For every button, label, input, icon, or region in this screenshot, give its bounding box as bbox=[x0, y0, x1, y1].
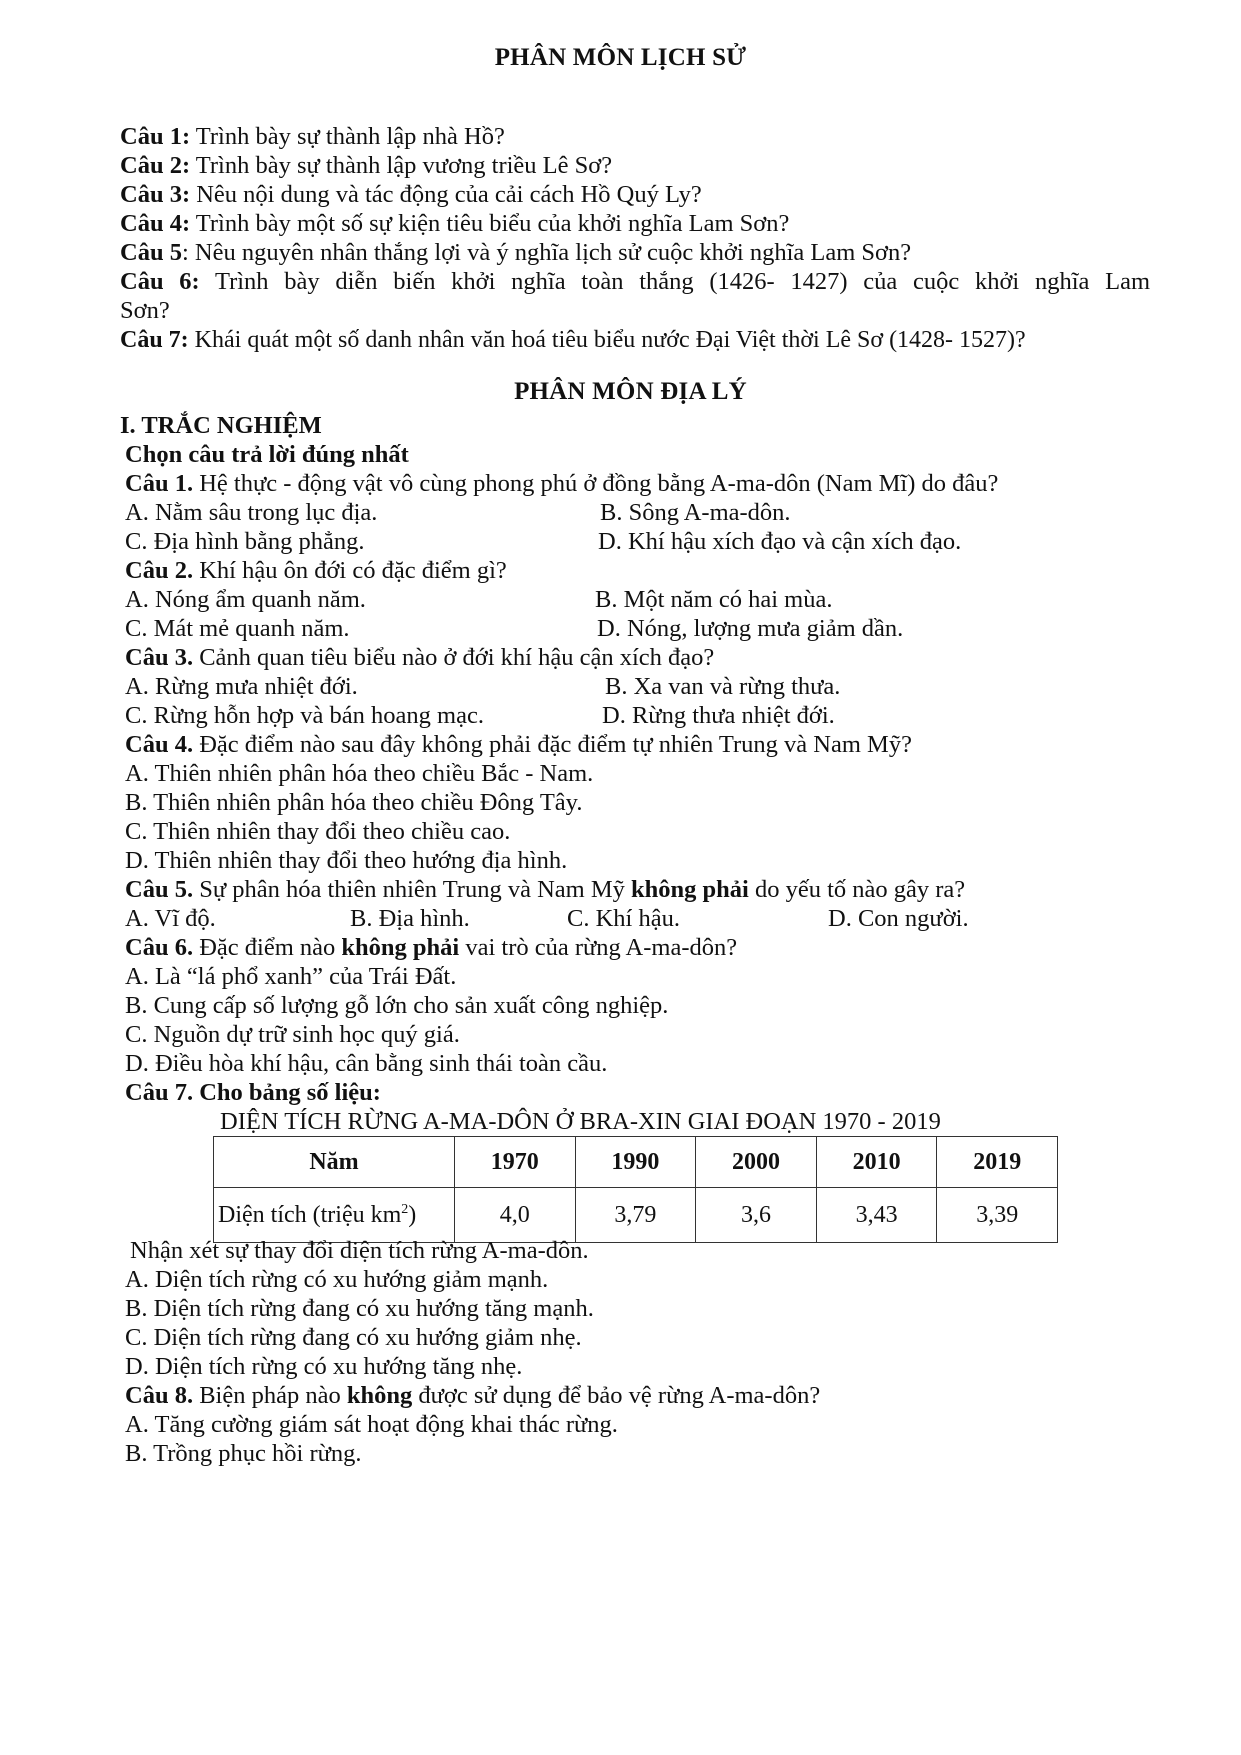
question-label: Câu 2: bbox=[120, 152, 191, 179]
q5-option-b: B. Địa hình. bbox=[350, 905, 470, 932]
q7-option-c: C. Diện tích rừng đang có xu hướng giảm nhẹ. bbox=[125, 1324, 582, 1351]
q4-option-a: A. Thiên nhiên phân hóa theo chiều Bắc - Nam. bbox=[125, 760, 594, 787]
question-label: Câu 3: bbox=[120, 181, 191, 208]
q3-option-b: B. Xa van và rừng thưa. bbox=[605, 673, 841, 700]
question-label: Câu 7: bbox=[120, 327, 189, 353]
q7-option-b: B. Diện tích rừng đang có xu hướng tăng mạnh. bbox=[125, 1295, 594, 1322]
q4-option-b: B. Thiên nhiên phân hóa theo chiều Đông Tây. bbox=[125, 789, 583, 816]
question-label: Câu 4. bbox=[125, 731, 194, 758]
q6-option-c: C. Nguồn dự trữ sinh học quý giá. bbox=[125, 1021, 460, 1048]
table-title: DIỆN TÍCH RỪNG A-MA-DÔN Ở BRA-XIN GIAI ĐOẠN 1970 - 2019 bbox=[220, 1108, 941, 1135]
q2-option-c: C. Mát mẻ quanh năm. bbox=[125, 615, 350, 642]
q7-option-a: A. Diện tích rừng có xu hướng giảm mạnh. bbox=[125, 1266, 549, 1293]
question-label: Câu 3. bbox=[125, 644, 194, 671]
row-label-text: ) bbox=[408, 1201, 417, 1228]
table-row-label bbox=[214, 1188, 455, 1243]
question-label: Câu 5 bbox=[120, 239, 182, 266]
table-cell: 4,0 bbox=[455, 1188, 576, 1243]
question-label: Câu 2. bbox=[125, 557, 194, 584]
question-label: Câu 4: bbox=[120, 210, 191, 237]
question-text: Sự phân hóa thiên nhiên Trung và Nam Mỹ bbox=[193, 876, 632, 903]
q1-option-c: C. Địa hình bằng phẳng. bbox=[125, 528, 365, 555]
question-text: Cảnh quan tiêu biểu nào ở đới khí hậu cận xích đạo? bbox=[193, 644, 715, 671]
q8-option-a: A. Tăng cường giám sát hoạt động khai thác rừng. bbox=[125, 1411, 618, 1438]
question-text: Biện pháp nào bbox=[193, 1382, 347, 1409]
table-header-cell: 1990 bbox=[575, 1137, 696, 1188]
q4-option-d: D. Thiên nhiên thay đổi theo hướng địa hình. bbox=[125, 847, 568, 874]
question-text: Nêu nội dung và tác động của cải cách Hồ Quý Ly? bbox=[190, 181, 702, 208]
table-row bbox=[214, 1188, 1058, 1243]
q3-option-d: D. Rừng thưa nhiệt đới. bbox=[602, 702, 835, 729]
question-emphasis: không bbox=[346, 1382, 413, 1409]
question-label: Câu 6. bbox=[125, 934, 194, 961]
question-label: Câu 1: bbox=[120, 123, 191, 150]
geo-question-2 bbox=[125, 556, 507, 586]
data-table bbox=[213, 1136, 1058, 1243]
question-text: : Nêu nguyên nhân thắng lợi và ý nghĩa lịch sử cuộc khởi nghĩa Lam Sơn? bbox=[181, 239, 912, 266]
table-header-cell: 2000 bbox=[696, 1137, 817, 1188]
q2-option-b: B. Một năm có hai mùa. bbox=[595, 586, 833, 613]
history-question-6 bbox=[120, 267, 1150, 297]
geo-question-4 bbox=[125, 730, 912, 760]
question-text: Hệ thực - động vật vô cùng phong phú ở đồng bằng A-ma-dôn (Nam Mĩ) do đâu? bbox=[193, 470, 999, 497]
q5-option-c: C. Khí hậu. bbox=[567, 905, 680, 932]
geo-question-1 bbox=[125, 469, 998, 499]
question-text: Đặc điểm nào sau đây không phải đặc điểm tự nhiên Trung và Nam Mỹ? bbox=[193, 731, 912, 758]
q5-option-a: A. Vĩ độ. bbox=[125, 905, 216, 932]
q6-option-a: A. Là “lá phổ xanh” của Trái Đất. bbox=[125, 963, 457, 990]
q1-option-b: B. Sông A-ma-dôn. bbox=[600, 499, 791, 526]
history-title: PHÂN MÔN LỊCH SỬ bbox=[494, 44, 747, 71]
history-question-1 bbox=[120, 122, 1150, 152]
q7-option-d: D. Diện tích rừng có xu hướng tăng nhẹ. bbox=[125, 1353, 523, 1380]
row-label-text: Diện tích (triệu km bbox=[218, 1201, 402, 1228]
q8-option-b: B. Trồng phục hồi rừng. bbox=[125, 1440, 362, 1467]
q2-option-d: D. Nóng, lượng mưa giảm dần. bbox=[597, 615, 904, 642]
question-label: Câu 5. bbox=[125, 876, 194, 903]
history-question-7 bbox=[120, 325, 1150, 355]
q5-option-d: D. Con người. bbox=[828, 905, 969, 932]
history-question-3 bbox=[120, 180, 1150, 210]
question-label: Câu 6: bbox=[120, 268, 200, 295]
geo-question-7: Câu 7. Cho bảng số liệu: bbox=[125, 1079, 381, 1106]
instruction-text: Chọn câu trả lời đúng nhất bbox=[125, 441, 409, 468]
question-text: được sử dụng để bảo vệ rừng A-ma-dôn? bbox=[412, 1382, 821, 1409]
q1-option-a: A. Nằm sâu trong lục địa. bbox=[125, 499, 378, 526]
table-cell: 3,79 bbox=[575, 1188, 696, 1243]
geo-question-8 bbox=[125, 1381, 820, 1411]
q4-option-c: C. Thiên nhiên thay đổi theo chiều cao. bbox=[125, 818, 511, 845]
table-header-row bbox=[214, 1137, 1058, 1188]
q3-option-a: A. Rừng mưa nhiệt đới. bbox=[125, 673, 358, 700]
history-question-5 bbox=[120, 238, 1150, 268]
question-label: Câu 1. bbox=[125, 470, 194, 497]
table-header-cell: Năm bbox=[214, 1137, 455, 1188]
table-cell: 3,6 bbox=[696, 1188, 817, 1243]
history-question-4 bbox=[120, 209, 1150, 239]
question-label: Câu 8. bbox=[125, 1382, 194, 1409]
question-text: do yếu tố nào gây ra? bbox=[748, 876, 966, 903]
question-text: Trình bày sự thành lập vương triều Lê Sơ? bbox=[190, 152, 613, 179]
geo-question-3 bbox=[125, 643, 714, 673]
table-header-cell: 1970 bbox=[455, 1137, 576, 1188]
geography-title: PHÂN MÔN ĐỊA LÝ bbox=[514, 378, 747, 405]
question-text: Đặc điểm nào bbox=[193, 934, 342, 961]
history-question-2 bbox=[120, 151, 1150, 181]
q7-prompt: Nhận xét sự thay đổi diện tích rừng A-ma-dôn. bbox=[130, 1237, 589, 1264]
geo-question-5 bbox=[125, 875, 965, 905]
q3-option-c: C. Rừng hỗn hợp và bán hoang mạc. bbox=[125, 702, 484, 729]
q2-option-a: A. Nóng ẩm quanh năm. bbox=[125, 586, 366, 613]
q6-option-b: B. Cung cấp số lượng gỗ lớn cho sản xuất công nghiệp. bbox=[125, 992, 669, 1019]
question-emphasis: không phải bbox=[631, 876, 749, 903]
question-emphasis: không phải bbox=[341, 934, 460, 961]
section-heading: I. TRẮC NGHIỆM bbox=[120, 412, 322, 439]
table-header-cell: 2010 bbox=[816, 1137, 937, 1188]
question-text: Trình bày diễn biến khởi nghĩa toàn thắng (1426- 1427) của cuộc khởi nghĩa Lam bbox=[199, 268, 1150, 295]
history-question-6-continuation: Sơn? bbox=[120, 297, 170, 324]
table-header-cell: 2019 bbox=[937, 1137, 1058, 1188]
question-text: vai trò của rừng A-ma-dôn? bbox=[459, 934, 738, 961]
q6-option-d: D. Điều hòa khí hậu, cân bằng sinh thái toàn cầu. bbox=[125, 1050, 608, 1077]
question-text: Trình bày một số sự kiện tiêu biểu của khởi nghĩa Lam Sơn? bbox=[190, 210, 790, 237]
question-text: Khí hậu ôn đới có đặc điểm gì? bbox=[193, 557, 507, 584]
geo-question-6 bbox=[125, 933, 737, 963]
q1-option-d: D. Khí hậu xích đạo và cận xích đạo. bbox=[598, 528, 962, 555]
question-text: Khái quát một số danh nhân văn hoá tiêu biểu nước Đại Việt thời Lê Sơ (1428- 1527)? bbox=[188, 327, 1026, 353]
table-cell: 3,43 bbox=[816, 1188, 937, 1243]
table-cell: 3,39 bbox=[937, 1188, 1058, 1243]
question-text: Trình bày sự thành lập nhà Hồ? bbox=[190, 123, 505, 150]
unit-superscript: 2 bbox=[401, 1201, 409, 1217]
